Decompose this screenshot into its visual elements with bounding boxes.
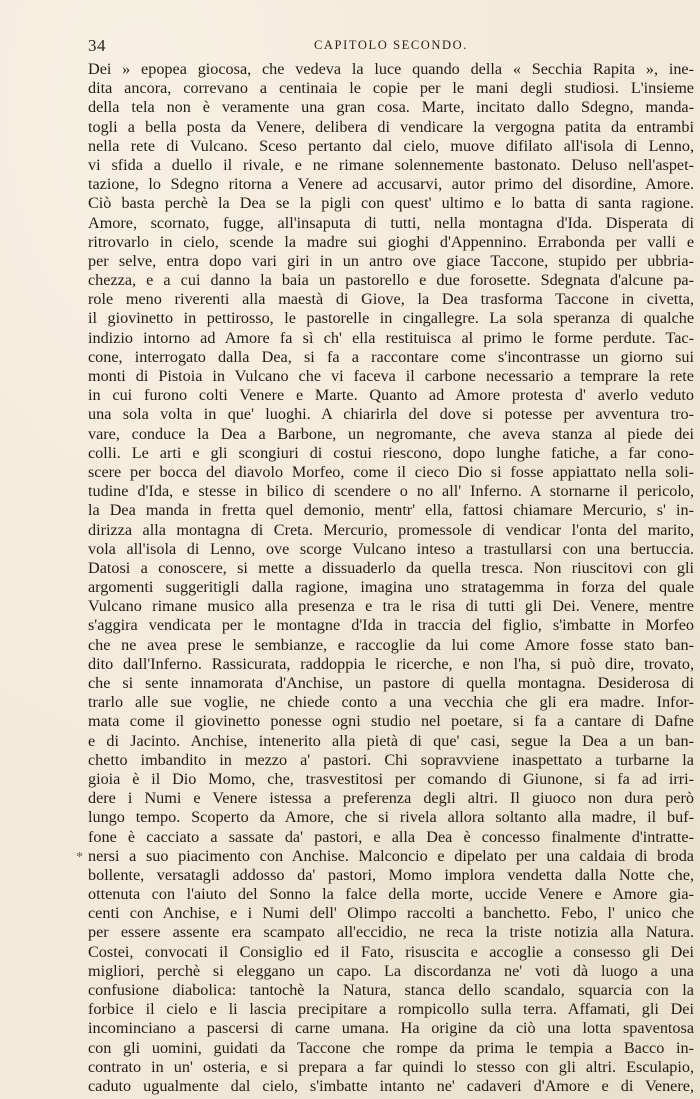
text-line: dita ancora, correvano a centinaia le copie per le mani degli studiosi. L'insieme	[88, 79, 694, 98]
text-line: dirizza alla montagna di Creta. Mercurio, promessole di vendicar l'onta del marito,	[88, 520, 694, 539]
text-line: tudine d'Ida, e stesse in bilico di scendere o no all' Inferno. A stornarne il pericolo,	[88, 482, 694, 501]
text-line: Dei » epopea giocosa, che vedeva la luce quando della « Secchia Rapita », ine-	[88, 60, 694, 78]
text-line: indizio intorno ad Amore fa sì ch' ella restituisca al primo le forme perdute. Tac-	[88, 328, 694, 347]
text-line: e di Jacinto. Anchise, intenerito alla pietà di que' casi, segue la Dea a un ban-	[88, 731, 694, 750]
text-line: argomenti suggeritigli dalla ragione, imagina uno stratagemma in forza del quale	[88, 578, 694, 597]
text-line: lungo tempo. Scoperto da Amore, che si rivela allora soltanto alla madre, il buf-	[88, 808, 694, 827]
text-line: Costei, convocati il Consiglio ed il Fato, risuscita e accoglie a consesso gli Dei	[88, 942, 694, 961]
body-text	[88, 60, 694, 1096]
text-line: la Dea manda in fretta quel demonio, mentr' ella, fattosi chiamare Mercurio, s' in-	[88, 501, 694, 520]
text-line: chetto imbandito in mezzo a' pastori. Chi sopravviene inaspettato a turbarne la	[88, 750, 694, 769]
text-line: per essere assente era scampato all'eccidio, ne reca la triste notizia alla Natura.	[88, 923, 694, 942]
text-line: mata come il giovinetto ponesse ogni studio nel poetare, si fa a cantare di Dafne	[88, 712, 694, 731]
page-number: 34	[88, 36, 106, 55]
text-line: il giovinetto in pettirosso, le pastorelle in cingallegre. La sola speranza di qualche	[88, 309, 694, 328]
text-line: cone, interrogato dalla Dea, si fa a raccontare come s'incontrasse un giorno sui	[88, 347, 694, 366]
text-line: vi sfida a duello il rivale, e ne rimane solennemente bastonato. Deluso nell'aspet-	[88, 155, 694, 174]
text-line: migliori, perchè si eleggano un capo. La discordanza ne' voti dà luogo a una	[88, 961, 694, 980]
text-line: ottenuta con l'aiuto del Sonno la falce della morte, uccide Venere e Amore gia-	[88, 885, 694, 904]
text-line: tazione, lo Sdegno ritorna a Venere ad accusarvi, autor primo del disordine, Amore.	[88, 175, 694, 194]
text-line: ritrovarlo in cielo, scende la madre sui gioghi d'Appennino. Errabonda per valli e	[88, 232, 694, 251]
text-line: vare, conduce la Dea a Barbone, un negromante, che aveva stanza al piede dei	[88, 424, 694, 443]
text-line: Vulcano rimane musico alla presenza e tra le risa di tutti gli Dei. Venere, mentre	[88, 597, 694, 616]
chapter-title: CAPITOLO SECONDO.	[313, 38, 469, 52]
text-line: nersi a suo piacimento con Anchise. Malconcio e dipelato per una caldaia di broda	[88, 846, 694, 865]
text-line: trarlo alle sue voglie, ne chiede conto a una vecchia che gli era madre. Infor-	[88, 693, 694, 712]
text-line: caduto ugualmente dal cielo, s'imbatte intanto ne' cadaveri d'Amore e di Venere,	[88, 1076, 694, 1095]
text-line: per selve, entra dopo vari giri in un antro ove giace Taccone, stupido per ubbria-	[88, 251, 694, 270]
text-line: Amore, scornato, fugge, all'insaputa di tutti, nella montagna d'Ida. Disperata di	[88, 213, 694, 232]
text-line: colli. Le arti e gli scongiuri di costui riescono, dopo lunghe fatiche, a far cono-	[88, 443, 694, 462]
text-line: Ciò basta perchè la Dea se la pigli con quest' ultimo e lo batta di santa ragione.	[88, 194, 694, 213]
text-line: vola all'isola di Lenno, ove scorge Vulcano inteso a trastullarsi con una bertuccia.	[88, 539, 694, 558]
text-line: forbice il cielo e li lascia precipitare a rompicollo sulla terra. Affamati, gli Dei	[88, 1000, 694, 1019]
text-line: in cui furono colti Venere e Marte. Quanto ad Amore protesta d' averlo veduto	[88, 386, 694, 405]
text-line: chezza, e a cui danno la baia un pastorello e due forosette. Sdegnata d'alcune pa-	[88, 271, 694, 290]
text-line: dere i Numi e Venere istessa a preferenza degli altri. Il giuoco non dura però	[88, 789, 694, 808]
text-line: Datosi a conoscere, si mette a dissuaderlo da quella tresca. Non riuscitovi con gli	[88, 558, 694, 577]
margin-mark: *	[76, 850, 83, 865]
text-line: monti di Pistoia in Vulcano che vi faceva il carbone necessario a temprare la rete	[88, 367, 694, 385]
running-head	[88, 36, 694, 56]
text-line: con gli uomini, guidati da Taccone che rompe da prima le tempia a Bacco in-	[88, 1038, 694, 1057]
text-line: contrato in un' osteria, e si prepara a far quindi lo stesso con gli altri. Esculapio,	[88, 1057, 694, 1076]
text-line: gioia è il Dio Momo, che, trasvestitosi per comando di Giunone, si fa ad irri-	[88, 769, 694, 788]
text-line: nella rete di Vulcano. Sceso pertanto dal cielo, muove difilato all'isola di Lenno,	[88, 136, 694, 155]
text-line: role meno riverenti alla maestà di Giove, la Dea trasforma Taccone in civetta,	[88, 290, 694, 309]
text-line: fone è cacciato a sassate da' pastori, e alla Dea è concesso finalmente d'intratte-	[88, 827, 694, 846]
text-line: una sola volta in que' luoghi. A chiarirla del dove si potesse per avventura tro-	[88, 405, 694, 424]
text-line: della tela non è veramente una gran cosa. Marte, incitato dallo Sdegno, manda-	[88, 98, 694, 117]
text-line: dito dall'Inferno. Rassicurata, raddoppia le ricerche, e non l'ha, si può dire, trovato,	[88, 654, 694, 673]
text-line: scere per bocca del diavolo Morfeo, come il cieco Dio si fosse appiattato nella soli-	[88, 462, 694, 481]
text-line: incominciano a pascersi di carne umana. Ha origine da ciò una lotta spaventosa	[88, 1019, 694, 1038]
text-line: centi con Anchise, e i Numi dell' Olimpo raccolti a banchetto. Febo, l' unico che	[88, 904, 694, 923]
text-line: bollente, versatagli addosso da' pastori, Momo implora vendetta dalla Notte che,	[88, 865, 694, 884]
text-line: s'aggira vendicata per le montagne d'Ida in traccia del figlio, s'imbatte in Morfeo	[88, 616, 694, 635]
text-line: che si sente innamorata d'Anchise, un pastore di quella montagna. Desiderosa di	[88, 674, 694, 692]
text-line: che ne avea prese le sembianze, e raccoglie da lui come Amore fosse stato ban-	[88, 635, 694, 654]
text-line: confusione diabolica: tantochè la Natura, stanca dello scandalo, squarcia con la	[88, 981, 694, 999]
text-line: togli a bella posta da Venere, delibera di vendicare la vergogna patita da entrambi	[88, 117, 694, 136]
